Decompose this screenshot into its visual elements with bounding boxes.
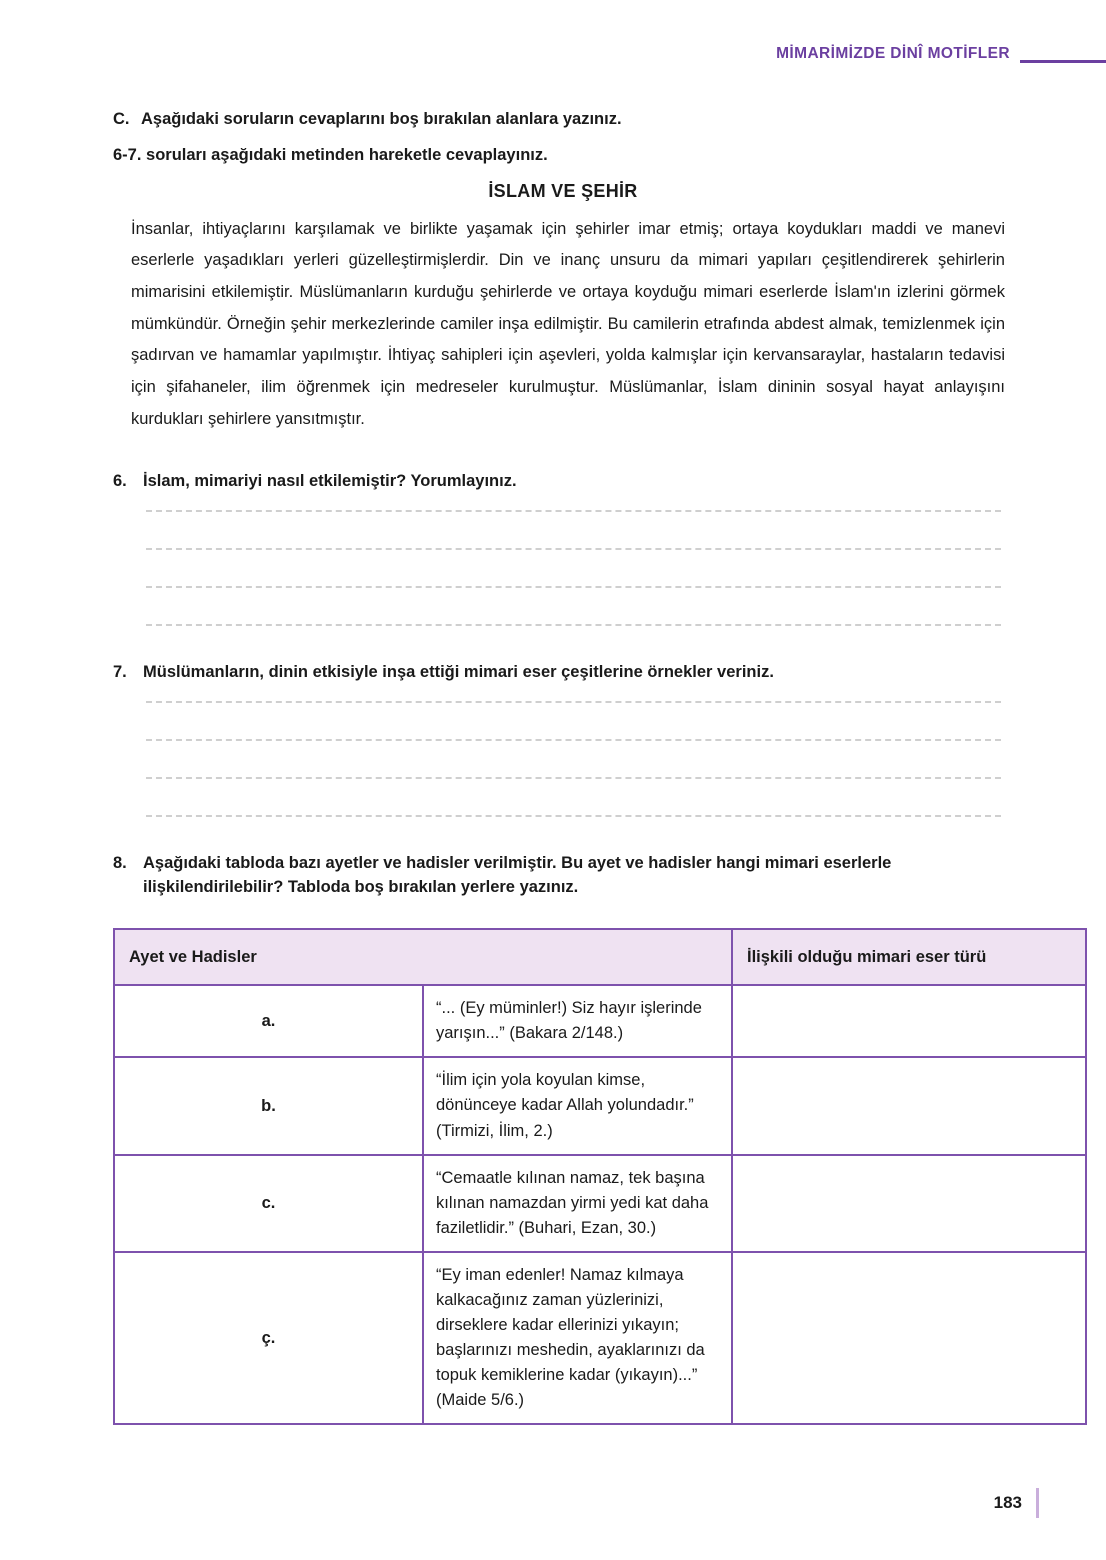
question-6-text: İslam, mimariyi nasıl etkilemiştir? Yorumlayınız. (143, 472, 517, 491)
section-sub-instruction (113, 144, 1013, 166)
question-7-number: 7. (113, 662, 127, 681)
row-letter: c. (114, 1155, 423, 1252)
question-8-number: 8. (113, 853, 127, 872)
table-head (114, 929, 1086, 985)
row-letter: a. (114, 985, 423, 1057)
table-row (114, 1057, 1086, 1154)
row-quote: “Ey iman edenler! Namaz kılmaya kalkacağınız zaman yüzlerinizi, dirseklere kadar ellerinizi yıkayın; başlarınızı meshedin, ayaklarınızı da topuk kemiklerine kadar (yıkayın)...” (Maide 5/6.) (423, 1252, 732, 1424)
answer-line[interactable] (146, 777, 1001, 779)
row-answer-blank[interactable] (732, 1057, 1086, 1154)
row-quote: “... (Ey müminler!) Siz hayır işlerinde yarışın...” (Bakara 2/148.) (423, 985, 732, 1057)
row-answer-blank[interactable] (732, 1252, 1086, 1424)
question-6 (113, 469, 1013, 494)
table-row (114, 1155, 1086, 1252)
row-quote: “İlim için yola koyulan kimse, dönünceye kadar Allah yolundadır.” (Tirmizi, İlim, 2.) (423, 1057, 732, 1154)
answer-line[interactable] (146, 586, 1001, 588)
answer-line[interactable] (146, 701, 1001, 703)
row-answer-blank[interactable] (732, 1155, 1086, 1252)
table-header-ayet-ve-hadisler: Ayet ve Hadisler (114, 929, 732, 985)
question-6-number: 6. (113, 472, 127, 491)
question-8-text: Aşağıdaki tabloda bazı ayetler ve hadisler verilmiştir. Bu ayet ve hadisler hangi mimari eserlerle ilişkilendirilebilir? Tabloda boş bırakılan yerlere yazınız. (143, 853, 892, 897)
ayet-hadis-table (113, 928, 1087, 1425)
table-header-row (114, 929, 1086, 985)
reading-title: İSLAM VE ŞEHİR (488, 180, 638, 201)
question-7-text: Müslümanların, dinin etkisiyle inşa ettiği mimari eser çeşitlerine örnekler veriniz. (143, 662, 774, 681)
table-row (114, 985, 1086, 1057)
answer-line[interactable] (146, 739, 1001, 741)
question-6-answer-area[interactable] (146, 510, 1001, 626)
section-letter: C. (113, 110, 130, 128)
answer-line[interactable] (146, 624, 1001, 626)
page-footer (994, 1488, 1106, 1518)
answer-line[interactable] (146, 815, 1001, 817)
header-rule (1020, 60, 1106, 63)
row-answer-blank[interactable] (732, 985, 1086, 1057)
running-header (0, 36, 1106, 72)
section-sub-instruction-text: 6-7. soruları aşağıdaki metinden hareketle cevaplayınız. (113, 146, 548, 165)
table-body (114, 985, 1086, 1424)
footer-rule (1036, 1488, 1039, 1518)
table-row (114, 1252, 1086, 1424)
section-instruction-text: Aşağıdaki soruların cevaplarını boş bırakılan alanlara yazınız. (141, 110, 622, 128)
answer-line[interactable] (146, 510, 1001, 512)
row-letter: b. (114, 1057, 423, 1154)
page-number: 183 (993, 1493, 1022, 1512)
answer-line[interactable] (146, 548, 1001, 550)
reading-passage: İnsanlar, ihtiyaçlarını karşılamak ve birlikte yaşamak için şehirler imar etmiş; ortaya koydukları maddi ve manevi eserlerle yaşadıkları yerleri güzelleştirmişlerdir. Din ve inanç unsuru da mimari yapıları çeşitlendirerek şehirlerin mimarisini etkilemiştir. Müslümanların kurduğu şehirlerde ve ortaya koyduğu mimari eserlerde İslam'ın izlerini görmek mümkündür. Örneğin şehir merkezlerinde camiler inşa edilmiştir. Bu camilerin etrafında abdest almak, temizlenmek için şadırvan ve hamamlar yapılmıştır. İhtiyaç sahipleri için aşevleri, yolda kalmışlar için kervansaraylar, hastaların tedavisi için şifahaneler, ilim öğrenmek için medreseler kurulmuştur. Müslümanlar, İslam dininin sosyal hayat anlayışını kurdukları şehirlere yansıtmıştır. (131, 219, 1005, 428)
row-letter: ç. (114, 1252, 423, 1424)
row-quote: “Cemaatle kılınan namaz, tek başına kılınan namazdan yirmi yedi kat daha faziletlidir.” (Buhari, Ezan, 30.) (423, 1155, 732, 1252)
question-8 (113, 851, 1013, 901)
question-7 (113, 660, 1013, 685)
question-7-answer-area[interactable] (146, 701, 1001, 817)
running-header-title: MİMARİMİZDE DİNÎ MOTİFLER (776, 45, 1010, 62)
table-header-iliskili-eser-turu: İlişkili olduğu mimari eser türü (732, 929, 1086, 985)
page-content (113, 108, 1013, 1425)
ayet-hadis-table-wrap (113, 928, 1029, 1425)
section-instruction-c (113, 108, 1013, 130)
